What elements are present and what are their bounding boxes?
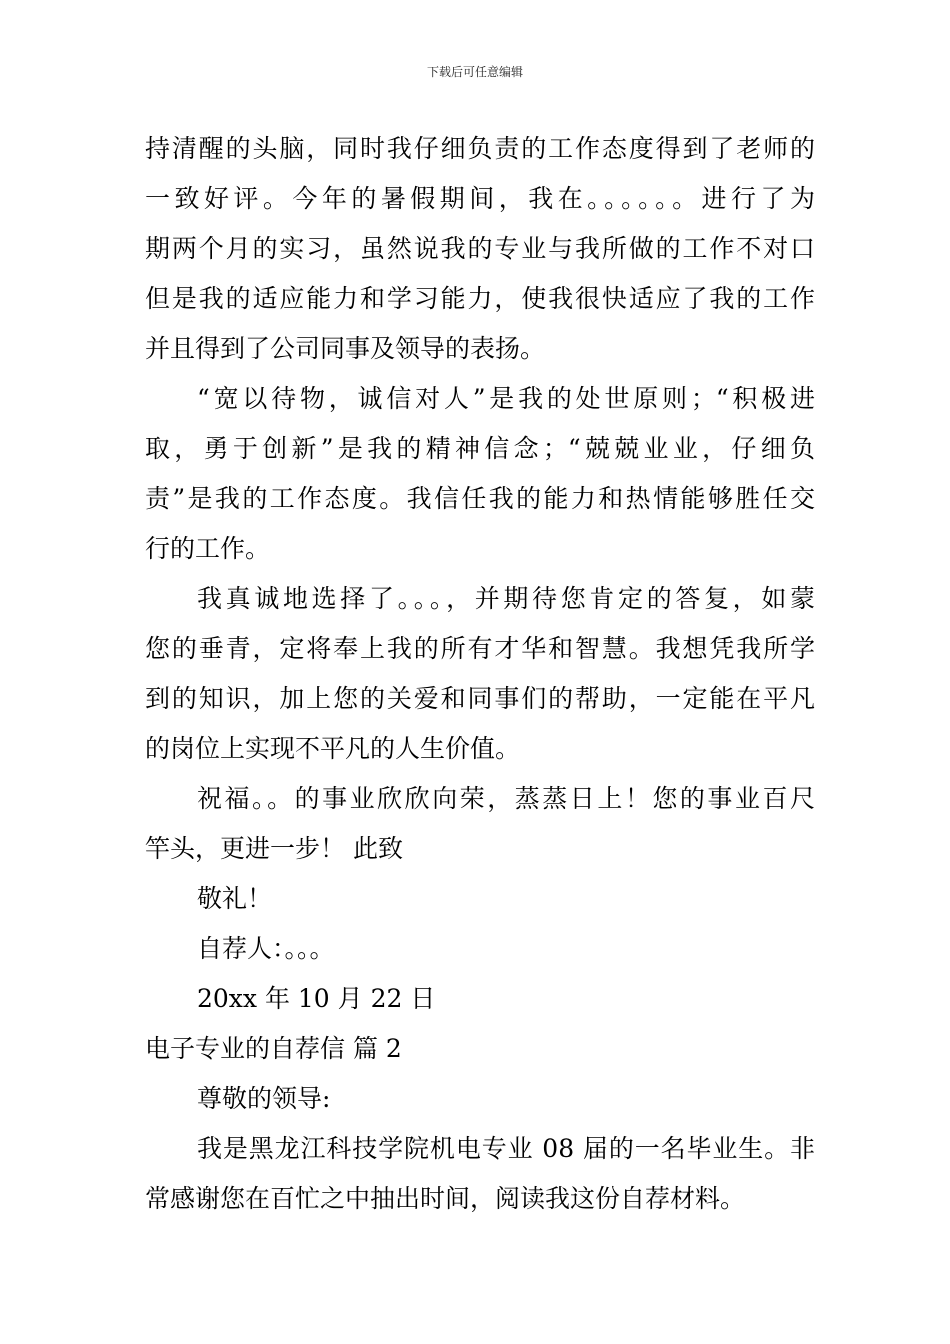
text-line: 的岗位上实现不平凡的人生价值。 — [145, 734, 521, 763]
text-line: 取，勇于创新”是我的精神信念；“兢兢业业，仔细负 — [145, 434, 815, 463]
text-line: 一致好评。今年的暑假期间，我在。。。。。。进行了为 — [145, 184, 815, 213]
text-line: 并且得到了公司同事及领导的表扬。 — [145, 334, 546, 363]
paragraph-start-line: 祝福。。的事业欣欣向荣，蒸蒸日上！您的事业百尺 — [197, 784, 815, 813]
signature-line: 自荐人：。。。 — [197, 934, 335, 963]
text-line: 常感谢您在百忙之中抽出时间，阅读我这份自荐材料。 — [145, 1184, 746, 1213]
date-line: 20xx 年 10 月 22 日 — [197, 984, 436, 1013]
paragraph-start-line: “宽以待物，诚信对人”是我的处世原则；“积极进 — [197, 384, 815, 413]
text-line: 责”是我的工作态度。我信任我的能力和热情能够胜任交 — [145, 484, 815, 513]
paragraph-start-line: 我真诚地选择了。。。，并期待您肯定的答复，如蒙 — [197, 584, 815, 613]
text-line: 您的垂青，定将奉上我的所有才华和智慧。我想凭我所学 — [145, 634, 815, 663]
closing-salutation: 敬礼！ — [197, 884, 273, 913]
text-line: 期两个月的实习，虽然说我的专业与我所做的工作不对口 — [145, 234, 815, 263]
section-heading: 电子专业的自荐信 篇 2 — [145, 1034, 402, 1063]
text-line: 持清醒的头脑，同时我仔细负责的工作态度得到了老师的 — [145, 134, 815, 163]
document-body — [145, 124, 815, 1224]
text-line: 竿头，更进一步！ 此致 — [145, 834, 403, 863]
paragraph-start-line: 我是黑龙江科技学院机电专业 08 届的一名毕业生。非 — [197, 1134, 815, 1163]
page-header: 下载后可任意编辑 — [426, 65, 523, 79]
greeting-line: 尊敬的领导: — [197, 1084, 331, 1113]
text-line: 行的工作。 — [145, 534, 271, 563]
text-line: 但是我的适应能力和学习能力，使我很快适应了我的工作 — [145, 284, 815, 313]
text-line: 到的知识，加上您的关爱和同事们的帮助，一定能在平凡 — [145, 684, 815, 713]
